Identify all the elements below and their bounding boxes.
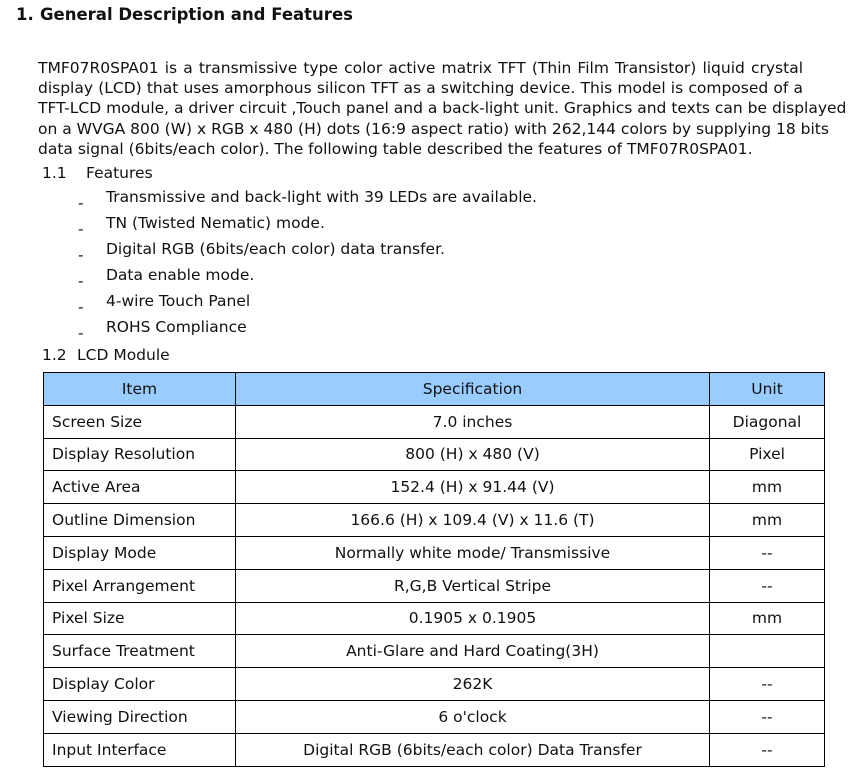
feature-text: Data enable mode. xyxy=(106,266,255,284)
cell-item: Display Resolution xyxy=(44,438,236,471)
cell-item: Screen Size xyxy=(44,405,236,438)
description-line: TFT-LCD module, a driver circuit ,Touch panel and a back-light unit. Graphics and texts can be displayed xyxy=(38,99,847,118)
table-row xyxy=(44,405,825,438)
cell-item: Active Area xyxy=(44,471,236,504)
cell-item: Viewing Direction xyxy=(44,700,236,733)
features-heading xyxy=(42,164,153,182)
description-line: data signal (6bits/each color). The following table described the features of TMF07R0SPA01. xyxy=(38,139,753,158)
section-heading xyxy=(16,5,353,24)
table-header-row xyxy=(44,373,825,406)
cell-unit: -- xyxy=(710,569,825,602)
feature-text: Digital RGB (6bits/each color) data transfer. xyxy=(106,240,445,258)
cell-unit: Diagonal xyxy=(710,405,825,438)
cell-unit: mm xyxy=(710,471,825,504)
table-row xyxy=(44,602,825,635)
description-line: TMF07R0SPA01 is a transmissive type color active matrix TFT (Thin Film Transistor) liquid crystal xyxy=(38,59,803,77)
cell-item: Display Color xyxy=(44,668,236,701)
cell-item: Outline Dimension xyxy=(44,504,236,537)
feature-bullet: - xyxy=(78,298,84,316)
cell-specification: 0.1905 x 0.1905 xyxy=(236,602,710,635)
feature-bullet: - xyxy=(78,246,84,264)
cell-unit: mm xyxy=(710,602,825,635)
section-number: 1. xyxy=(16,5,34,24)
cell-specification: R,G,B Vertical Stripe xyxy=(236,569,710,602)
feature-text: ROHS Compliance xyxy=(106,318,247,336)
cell-specification: Normally white mode/ Transmissive xyxy=(236,536,710,569)
table-row xyxy=(44,635,825,668)
feature-bullet: - xyxy=(78,324,84,342)
cell-item: Input Interface xyxy=(44,733,236,766)
feature-bullet: - xyxy=(78,220,84,238)
features-heading-title: Features xyxy=(86,164,153,182)
cell-unit: mm xyxy=(710,504,825,537)
lcd-module-heading-title: LCD Module xyxy=(77,346,170,364)
description-line: on a WVGA 800 (W) x RGB x 480 (H) dots (16:9 aspect ratio) with 262,144 colors by supplying 18 bits xyxy=(38,119,829,138)
feature-text: 4-wire Touch Panel xyxy=(106,292,251,310)
cell-specification: 262K xyxy=(236,668,710,701)
feature-text: Transmissive and back-light with 39 LEDs are available. xyxy=(106,188,537,206)
table-row xyxy=(44,471,825,504)
header-specification: Specification xyxy=(236,373,710,406)
cell-item: Pixel Size xyxy=(44,602,236,635)
section-title: General Description and Features xyxy=(40,5,353,24)
features-heading-number: 1.1 xyxy=(42,164,67,182)
cell-unit: -- xyxy=(710,668,825,701)
cell-item: Pixel Arrangement xyxy=(44,569,236,602)
cell-item: Surface Treatment xyxy=(44,635,236,668)
cell-item: Display Mode xyxy=(44,536,236,569)
cell-unit: -- xyxy=(710,733,825,766)
lcd-spec-table xyxy=(43,372,825,767)
cell-specification: 152.4 (H) x 91.44 (V) xyxy=(236,471,710,504)
feature-bullet: - xyxy=(78,272,84,290)
table-row xyxy=(44,438,825,471)
header-unit: Unit xyxy=(710,373,825,406)
cell-specification: Anti-Glare and Hard Coating(3H) xyxy=(236,635,710,668)
table-row xyxy=(44,700,825,733)
table-row xyxy=(44,536,825,569)
cell-unit xyxy=(710,635,825,668)
cell-specification: 166.6 (H) x 109.4 (V) x 11.6 (T) xyxy=(236,504,710,537)
cell-unit: -- xyxy=(710,536,825,569)
feature-text: TN (Twisted Nematic) mode. xyxy=(106,214,325,232)
lcd-module-heading-number: 1.2 xyxy=(42,346,67,364)
cell-unit: -- xyxy=(710,700,825,733)
table-row xyxy=(44,504,825,537)
lcd-module-heading xyxy=(42,346,170,364)
feature-bullet: - xyxy=(78,194,84,212)
cell-specification: Digital RGB (6bits/each color) Data Transfer xyxy=(236,733,710,766)
table-row xyxy=(44,569,825,602)
cell-unit: Pixel xyxy=(710,438,825,471)
header-item: Item xyxy=(44,373,236,406)
description-paragraph xyxy=(38,58,847,159)
cell-specification: 800 (H) x 480 (V) xyxy=(236,438,710,471)
description-line: display (LCD) that uses amorphous silicon TFT as a switching device. This model is composed of a xyxy=(38,79,803,98)
cell-specification: 7.0 inches xyxy=(236,405,710,438)
table-row xyxy=(44,733,825,766)
cell-specification: 6 o'clock xyxy=(236,700,710,733)
table-row xyxy=(44,668,825,701)
